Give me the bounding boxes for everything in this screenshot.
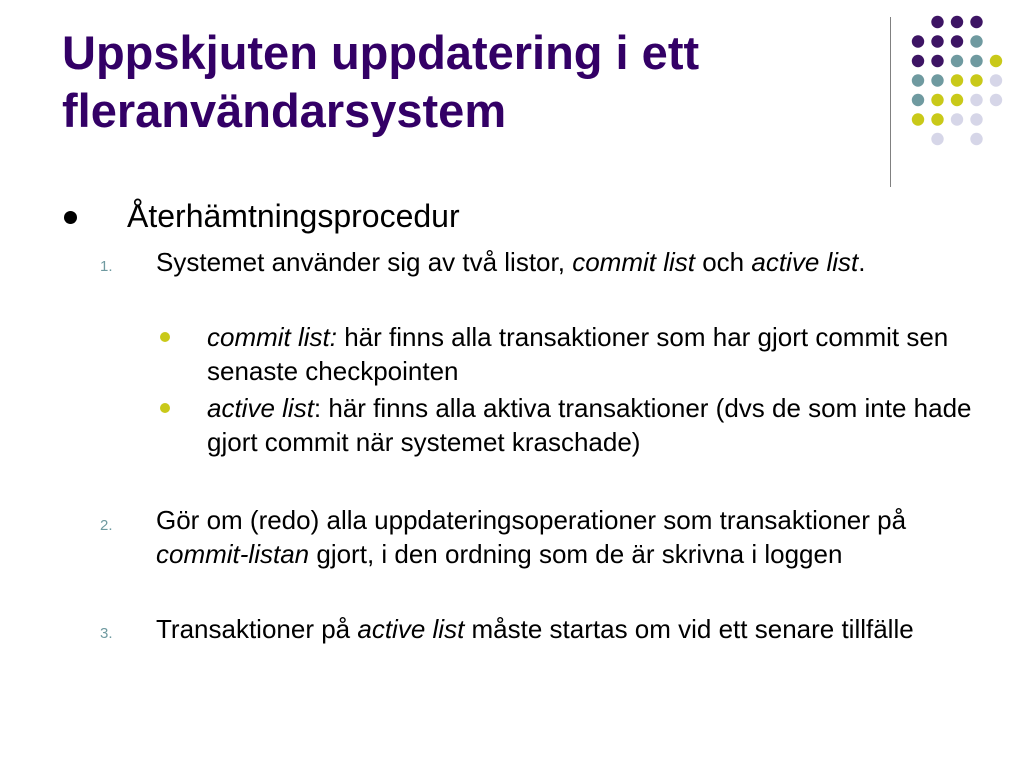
- decoration-dot: [931, 94, 943, 106]
- item-text-emphasis: commit-listan: [156, 539, 310, 569]
- item-text: måste startas om vid ett senare tillfälle: [464, 614, 914, 644]
- decoration-dot: [912, 55, 924, 67]
- decoration-dot: [931, 35, 943, 47]
- decoration-dot: [951, 55, 963, 67]
- sub-item-term: active list: [207, 393, 314, 423]
- decoration-dot: [951, 35, 963, 47]
- sub-bullet-icon: [160, 403, 170, 413]
- main-bullet-text: Återhämtningsprocedur: [127, 198, 460, 234]
- decoration-dot: [912, 35, 924, 47]
- item-text: Transaktioner på: [156, 614, 358, 644]
- decoration-dot: [951, 74, 963, 86]
- decoration-dot: [931, 133, 943, 145]
- sub-list-item: [207, 320, 977, 388]
- decoration-dot: [970, 94, 982, 106]
- item-text: gjort, i den ordning som de är skrivna i loggen: [309, 539, 843, 569]
- decoration-dot: [912, 113, 924, 125]
- list-item: [156, 612, 971, 646]
- item-text-emphasis: active list: [751, 247, 859, 277]
- item-number: 1.: [100, 258, 113, 275]
- decoration-dot: [912, 94, 924, 106]
- sub-list-item: [207, 391, 977, 459]
- sub-item-text: här finns alla transaktioner som har gjort commit sen senaste checkpointen: [207, 322, 949, 386]
- sub-bullet-icon: [160, 332, 170, 342]
- slide-title: Uppskjuten uppdatering i ett fleranvändarsystem: [62, 26, 700, 137]
- sub-item-term: commit list:: [207, 322, 337, 352]
- decoration-dot: [970, 16, 982, 28]
- decoration-dot: [931, 113, 943, 125]
- item-text: och: [694, 247, 752, 277]
- sub-item-text: : här finns alla aktiva transaktioner (dvs de som inte hade gjort commit när systemet kraschade): [207, 393, 972, 457]
- item-text-emphasis: active list: [357, 614, 465, 644]
- item-text: .: [858, 247, 866, 277]
- decoration-dot: [970, 55, 982, 67]
- item-text-emphasis: commit list: [572, 247, 695, 277]
- decoration-dot: [970, 113, 982, 125]
- main-bullet-icon: [64, 211, 77, 224]
- decoration-dot: [990, 94, 1002, 106]
- decoration-dot: [970, 35, 982, 47]
- decoration-dot: [951, 16, 963, 28]
- item-number: 3.: [100, 625, 113, 642]
- decoration-dot: [951, 113, 963, 125]
- decoration-dot: [931, 74, 943, 86]
- decoration-dot: [990, 55, 1002, 67]
- decoration-dot: [951, 94, 963, 106]
- item-number: 2.: [100, 517, 113, 534]
- decoration-dot: [970, 74, 982, 86]
- decoration-dot: [970, 133, 982, 145]
- list-item: [156, 503, 971, 571]
- decoration-dot: [990, 74, 1002, 86]
- list-item: [156, 245, 971, 279]
- decoration-dot: [931, 16, 943, 28]
- item-text: Systemet använder sig av två listor,: [156, 247, 573, 277]
- decoration-dot: [931, 55, 943, 67]
- item-text: Gör om (redo) alla uppdateringsoperationer som transaktioner på: [156, 505, 907, 535]
- dot-grid-decoration-icon: [0, 0, 1024, 200]
- decoration-dot: [912, 74, 924, 86]
- title-divider: [890, 17, 891, 187]
